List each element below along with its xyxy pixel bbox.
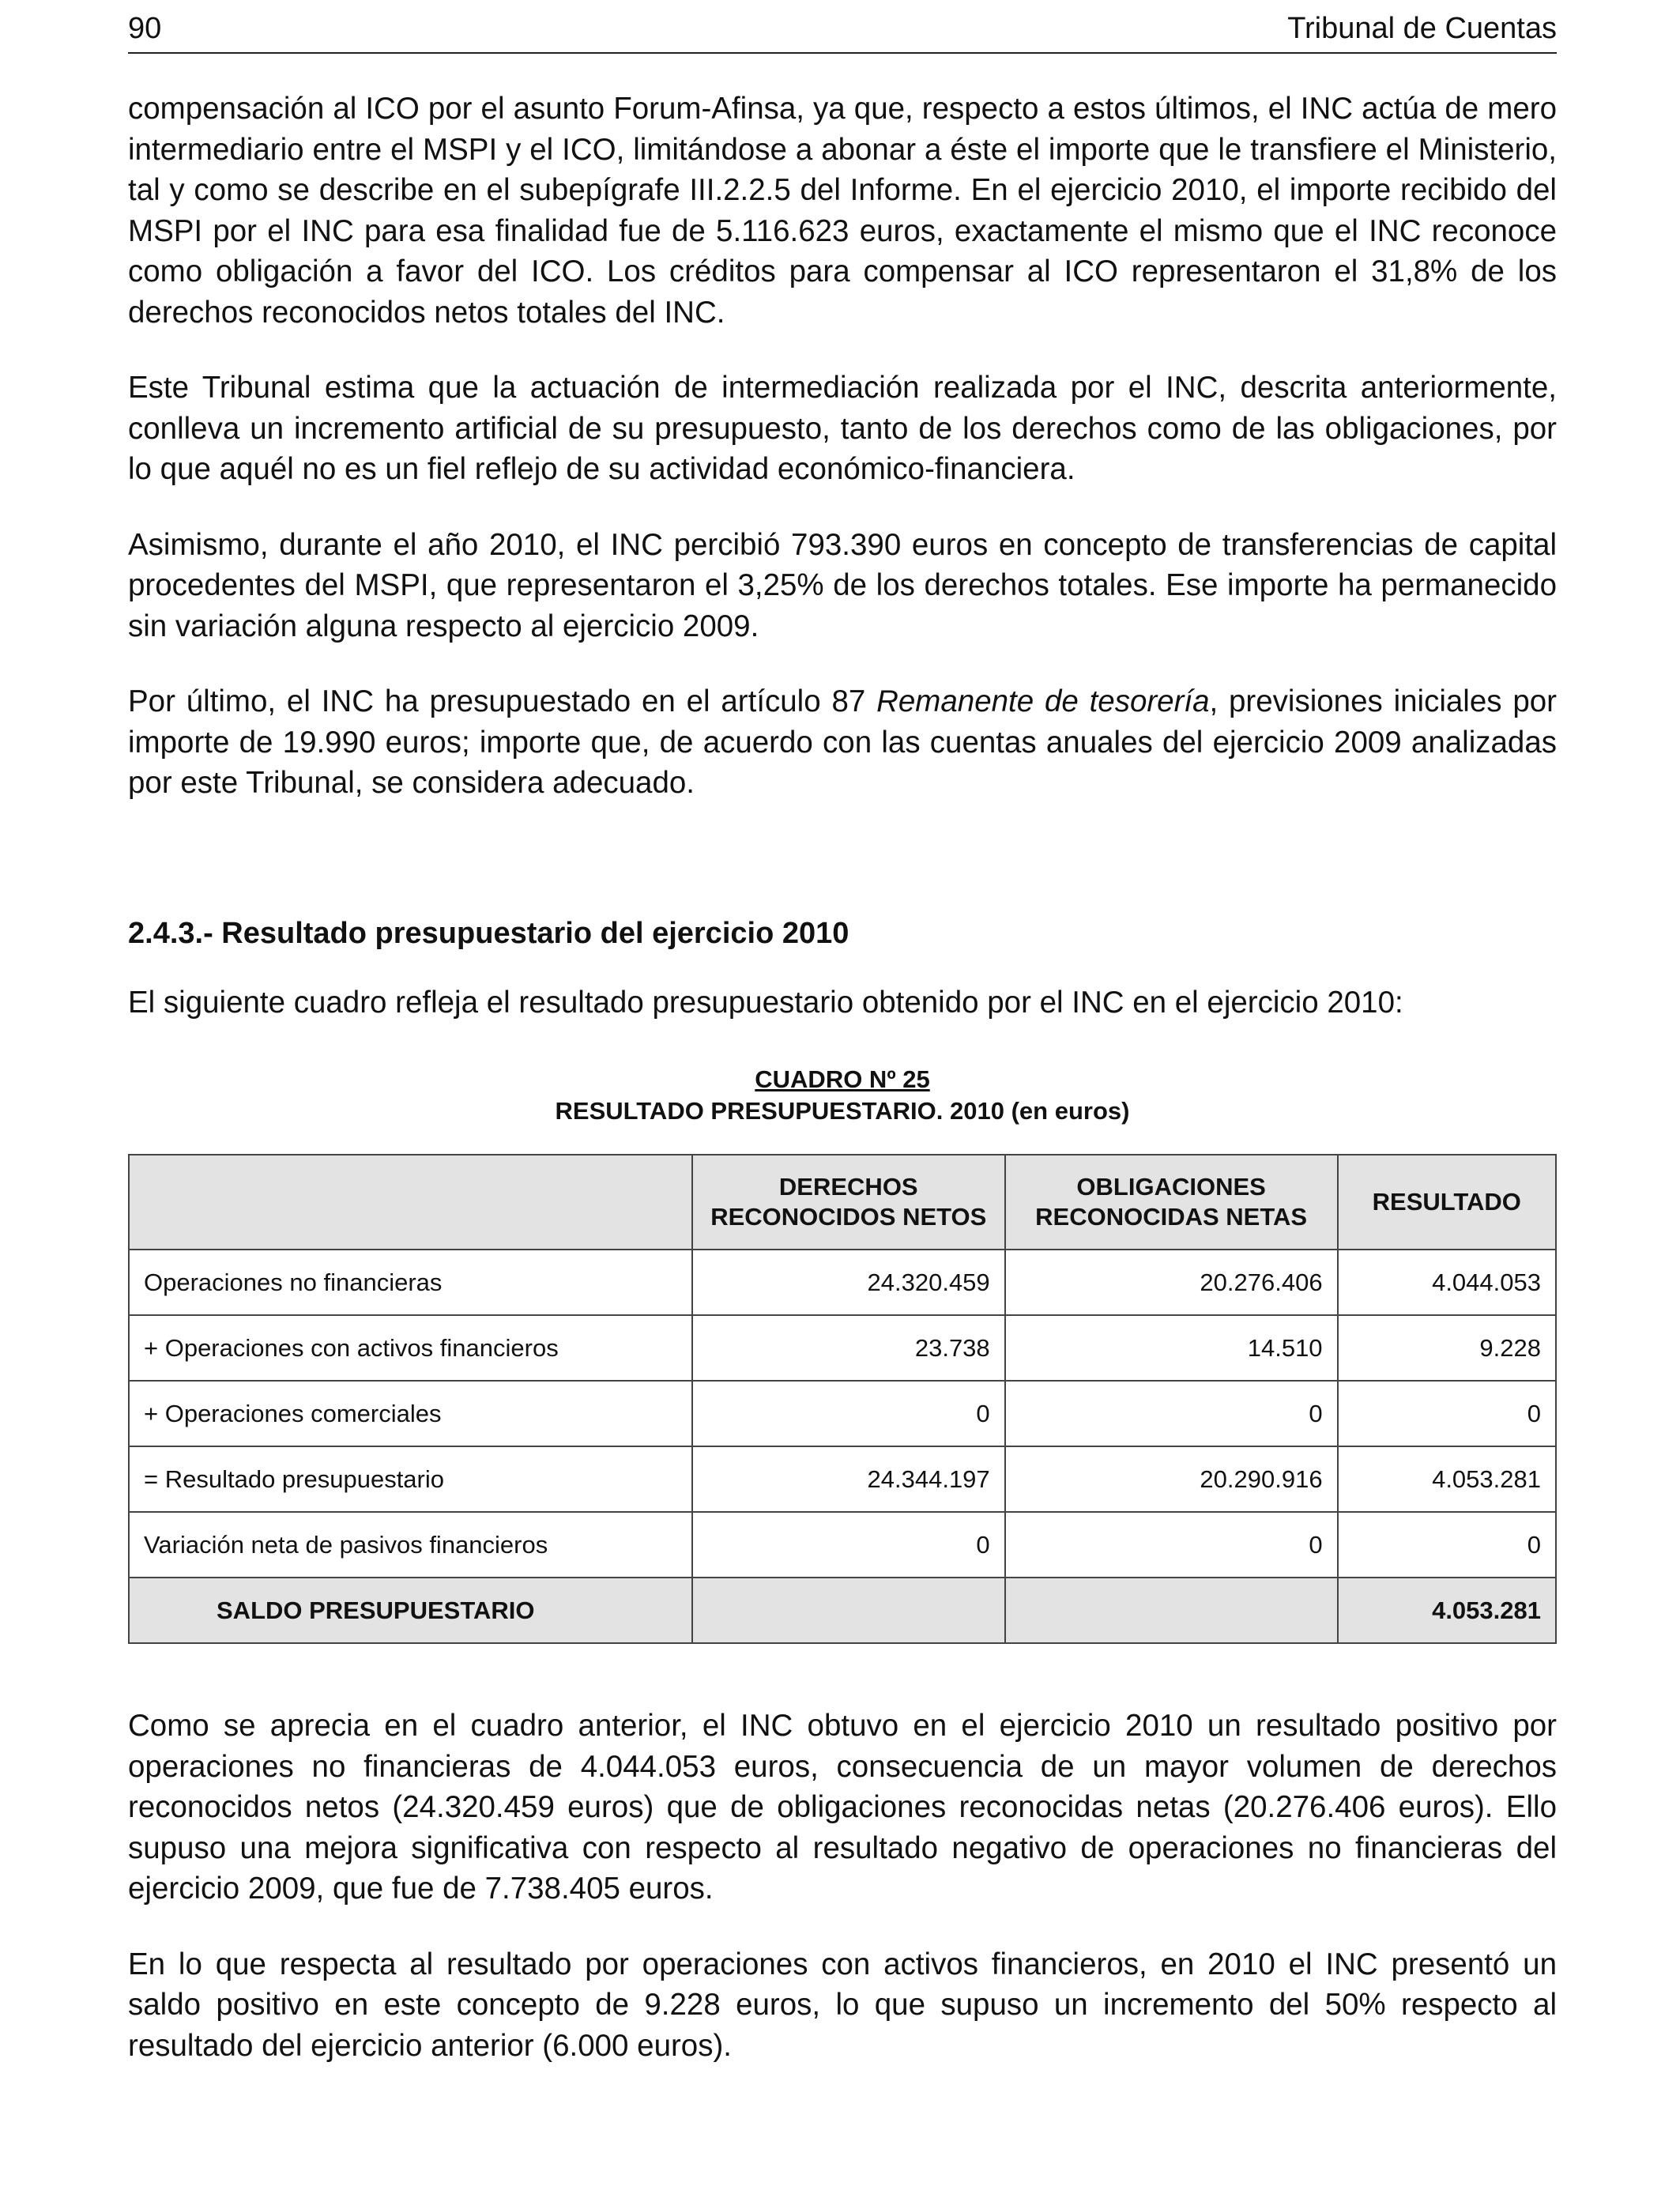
table-row	[129, 1512, 1556, 1578]
row-label: Variación neta de pasivos financieros	[129, 1512, 692, 1578]
table-cell: 0	[1005, 1512, 1338, 1578]
row-label: + Operaciones comerciales	[129, 1381, 692, 1446]
paragraph: Este Tribunal estima que la actuación de intermediación realizada por el INC, descrita anteriormente, conlleva un incremento artificial de su presupuesto, tanto de los derechos como de las obligaciones, por lo que aquél no es un fiel reflejo de su actividad económico-financiera.	[128, 371, 1557, 486]
table-cell: 0	[692, 1512, 1005, 1578]
table-number: CUADRO Nº 25	[755, 1065, 930, 1093]
page-content	[128, 89, 1557, 2101]
column-header: OBLIGACIONES RECONOCIDAS NETAS	[1005, 1155, 1338, 1250]
table-cell: 4.053.281	[1338, 1578, 1556, 1643]
table-cell: 20.276.406	[1005, 1250, 1338, 1315]
column-header: DERECHOS RECONOCIDOS NETOS	[692, 1155, 1005, 1250]
table-cell: 4.044.053	[1338, 1250, 1556, 1315]
row-label: + Operaciones con activos financieros	[129, 1315, 692, 1381]
table-total-row	[129, 1578, 1556, 1643]
page-header	[128, 9, 1557, 54]
table-row	[129, 1250, 1556, 1315]
table-caption	[128, 1064, 1557, 1127]
table-cell: 23.738	[692, 1315, 1005, 1381]
section-heading: 2.4.3.- Resultado presupuestario del ejercicio 2010	[128, 916, 849, 950]
table-title: RESULTADO PRESUPUESTARIO. 2010 (en euros)	[555, 1097, 1130, 1125]
paragraph: compensación al ICO por el asunto Forum-Afinsa, ya que, respecto a estos últimos, el INC actúa de mero intermediario entre el MSPI y el ICO, limitándose a abonar a éste el importe que le transfiere el Ministerio, tal y como se describe en el subepígrafe III.2.2.5 del Informe. En el ejercicio 2010, el importe recibido del MSPI por el INC para esa finalidad fue de 5.116.623 euros, exactamente el mismo que el INC reconoce como obligación a favor del ICO. Los créditos para compensar al ICO representaron el 31,8% de los derechos reconocidos netos totales del INC.	[128, 92, 1557, 330]
table-cell: 0	[1338, 1512, 1556, 1578]
paragraph: Asimismo, durante el año 2010, el INC percibió 793.390 euros en concepto de transferencias de capital procedentes del MSPI, que representaron el 3,25% de los derechos totales. Ese importe ha permanecido sin variación alguna respecto al ejercicio 2009.	[128, 527, 1557, 643]
italic-term: Remanente de tesorería	[876, 684, 1210, 718]
table-cell	[692, 1578, 1005, 1643]
row-label: SALDO PRESUPUESTARIO	[129, 1578, 692, 1643]
table-cell: 24.320.459	[692, 1250, 1005, 1315]
paragraph	[128, 681, 1557, 804]
budget-result-table	[128, 1154, 1557, 1644]
table-header-row	[129, 1155, 1556, 1250]
table-row	[129, 1315, 1556, 1381]
table-cell: 0	[1005, 1381, 1338, 1446]
table-cell: 0	[1338, 1381, 1556, 1446]
table-cell: 24.344.197	[692, 1446, 1005, 1512]
table-cell: 0	[692, 1381, 1005, 1446]
paragraph: El siguiente cuadro refleja el resultado presupuestario obtenido por el INC en el ejercicio 2010:	[128, 985, 1403, 1020]
column-header: RESULTADO	[1338, 1155, 1556, 1250]
page-number: 90	[128, 12, 162, 45]
row-label: = Resultado presupuestario	[129, 1446, 692, 1512]
paragraph-text: , previsiones iniciales por importe de 19.990 euros; importe que, de acuerdo con las cuentas anuales del ejercicio 2009 analizadas por este Tribunal, se considera adecuado.	[128, 684, 1557, 800]
table-row	[129, 1446, 1556, 1512]
table-cell: 9.228	[1338, 1315, 1556, 1381]
publisher-name: Tribunal de Cuentas	[1287, 12, 1557, 45]
row-label: Operaciones no financieras	[129, 1250, 692, 1315]
column-header	[129, 1155, 692, 1250]
table-cell: 4.053.281	[1338, 1446, 1556, 1512]
table-cell: 20.290.916	[1005, 1446, 1338, 1512]
paragraph-text: Por último, el INC ha presupuestado en el artículo 87	[128, 684, 877, 718]
table-row	[129, 1381, 1556, 1446]
table-cell	[1005, 1578, 1338, 1643]
table-cell: 14.510	[1005, 1315, 1338, 1381]
paragraph: Como se aprecia en el cuadro anterior, el INC obtuvo en el ejercicio 2010 un resultado positivo por operaciones no financieras de 4.044.053 euros, consecuencia de un mayor volumen de derechos reconocidos netos (24.320.459 euros) que de obligaciones reconocidas netas (20.276.406 euros). Ello supuso una mejora significativa con respecto al resultado negativo de operaciones no financieras del ejercicio 2009, que fue de 7.738.405 euros.	[128, 1709, 1557, 1906]
paragraph: En lo que respecta al resultado por operaciones con activos financieros, en 2010 el INC presentó un saldo positivo en este concepto de 9.228 euros, lo que supuso un incremento del 50% respecto al resultado del ejercicio anterior (6.000 euros).	[128, 1947, 1557, 2063]
